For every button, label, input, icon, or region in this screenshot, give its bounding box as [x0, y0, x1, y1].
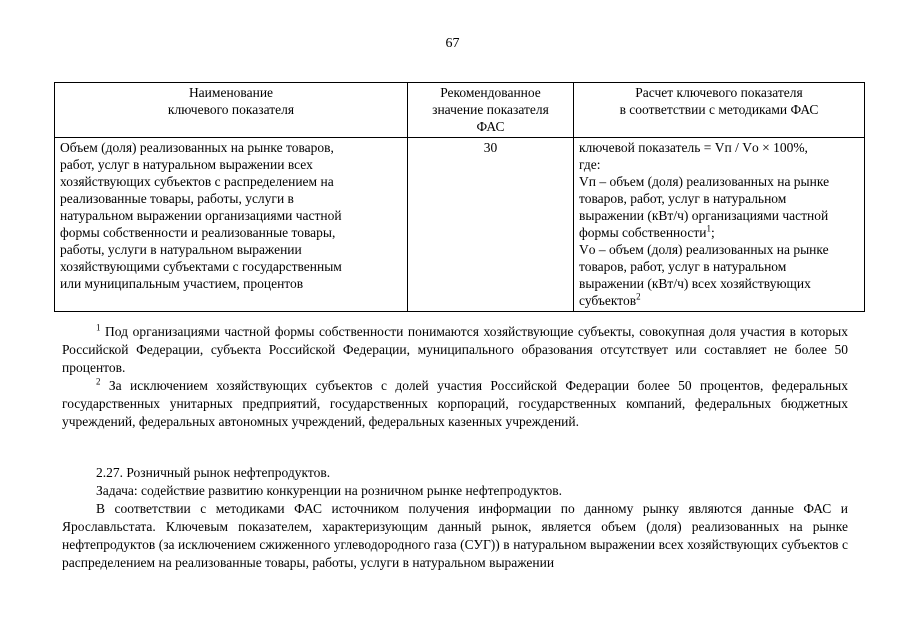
cell-line: товаров, работ, услуг в натуральном	[579, 191, 787, 206]
cell-line: выражении (кВт/ч) организациями частной	[579, 208, 829, 223]
footnotes	[62, 323, 848, 431]
cell-line: натуральном выражении организациями частной	[60, 208, 342, 223]
section-paragraph: В соответствии с методиками ФАС источником получения информации по данному рынку являются данные ФАС и Ярославльстата. Ключевым показателем, характеризующим данный рынок, является объем (доля) реализованных на рынке нефтепродуктов (за исключением сжиженного углеводородного газа (СУГ)) в натуральном выражении всех хозяйствующих субъектов с распределением на реализованные товары, работы, услуги в натуральном выражении	[62, 501, 848, 570]
table-header-row	[55, 83, 865, 138]
header-line: Расчет ключевого показателя	[635, 85, 803, 100]
footnote-ref-2: 2	[636, 291, 641, 302]
footnote-text: За исключением хозяйствующих субъектов с долей участия Российской Федерации более 50 процентов, федеральных государственных унитарных предприятий, государственных корпораций, государственных компаний, федеральных бюджетных учреждений, федеральных автономных учреждений, федеральных казенных учреждений.	[62, 378, 848, 429]
table-row	[55, 138, 865, 312]
cell-line: работы, услуги в натуральном выражении	[60, 242, 302, 257]
cell-line: Объем (доля) реализованных на рынке товаров,	[60, 140, 334, 155]
calculation-cell	[574, 138, 865, 312]
cell-line: Vп – объем (доля) реализованных на рынке	[579, 174, 830, 189]
footnote-mark: 2	[96, 376, 101, 387]
footnote-ref-1: 1	[706, 223, 711, 234]
indicator-name-cell	[55, 138, 408, 312]
header-line: ключевого показателя	[167, 102, 295, 117]
cell-line: работ, услуг в натуральном выражении всех	[60, 157, 313, 172]
cell-line: Vо – объем (доля) реализованных на рынке	[579, 242, 829, 257]
header-line: ФАС	[476, 119, 505, 134]
header-line: Наименование	[188, 85, 274, 100]
header-line: Рекомендованное	[440, 85, 541, 100]
key-indicator-table	[54, 82, 865, 312]
cell-line: хозяйствующих субъектов с распределением на	[60, 174, 334, 189]
cell-text: субъектов	[579, 293, 637, 308]
header-line: значение показателя	[432, 102, 549, 117]
recommended-value: 30	[483, 140, 498, 155]
header-calculation	[574, 83, 865, 138]
cell-line-with-footnote	[579, 224, 859, 241]
footnote-2	[62, 377, 848, 431]
section-body	[62, 464, 848, 572]
header-recommended-value	[408, 83, 574, 138]
cell-line: товаров, работ, услуг в натуральном	[579, 259, 787, 274]
section-task: Задача: содействие развитию конкуренции на розничном рынке нефтепродуктов.	[96, 483, 563, 498]
cell-line: выражении (кВт/ч) всех хозяйствующих	[579, 276, 811, 291]
footnote-mark: 1	[96, 322, 101, 333]
cell-line: формы собственности и реализованные товары,	[60, 225, 336, 240]
header-line: в соответствии с методиками ФАС	[619, 102, 819, 117]
cell-line: хозяйствующими субъектами с государственным	[60, 259, 342, 274]
recommended-value-cell	[408, 138, 574, 312]
cell-line-with-footnote	[579, 292, 859, 309]
cell-line: или муниципальным участием, процентов	[60, 276, 304, 291]
cell-line: ключевой показатель = Vп / Vо × 100%,	[579, 140, 808, 155]
cell-text: ;	[710, 225, 715, 240]
cell-line: реализованные товары, работы, услуги в	[60, 191, 294, 206]
cell-text: формы собственности	[579, 225, 707, 240]
footnote-1	[62, 323, 848, 377]
section-heading: 2.27. Розничный рынок нефтепродуктов.	[96, 465, 331, 480]
header-indicator-name	[55, 83, 408, 138]
page-number: 67	[445, 36, 460, 51]
cell-line: где:	[579, 157, 601, 172]
footnote-text: Под организациями частной формы собственности понимаются хозяйствующие субъекты, совокупная доля участия в которых Российской Федерации, субъекта Российской Федерации, муниципального образования отсутствует или составляет не более 50 процентов.	[62, 324, 848, 375]
